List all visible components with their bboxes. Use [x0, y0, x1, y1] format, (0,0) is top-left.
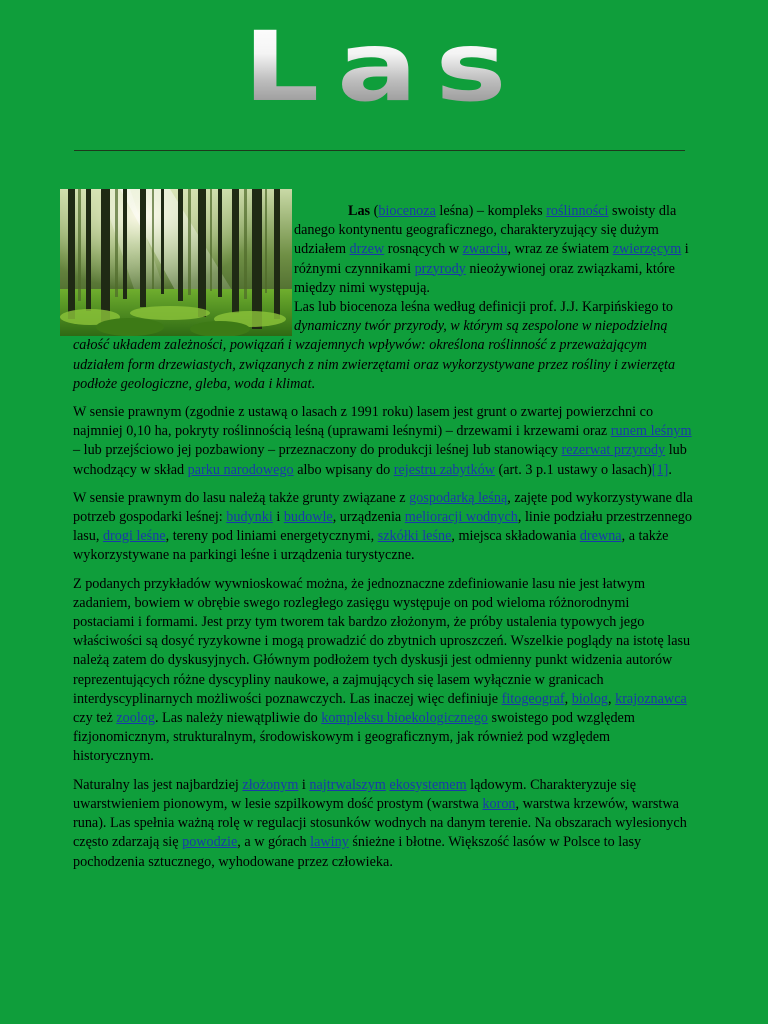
- text-fragment: czy też: [73, 710, 117, 727]
- legal-grounds-paragraph: [73, 489, 693, 566]
- text-fragment: ,: [608, 690, 616, 707]
- link-zlozonym[interactable]: złożonym: [242, 776, 299, 793]
- page-title: Las: [243, 11, 525, 123]
- text-fragment: (art. 3 p.1 ustawy o lasach): [494, 461, 652, 478]
- link-roslinnosci[interactable]: roślinności: [546, 203, 609, 219]
- text-fragment: . Las należy niewątpliwie do: [154, 710, 322, 727]
- title-banner: [0, 11, 768, 123]
- link-drogi-lesne[interactable]: drogi leśne: [102, 528, 166, 545]
- link-krajoznawca[interactable]: krajoznawca: [615, 690, 687, 707]
- link-najtrwalszym[interactable]: najtrwalszym: [309, 776, 386, 793]
- text-fragment: rosnących w: [384, 241, 463, 258]
- text-fragment: (: [373, 203, 379, 219]
- link-zoolog[interactable]: zoolog: [116, 710, 155, 727]
- text-fragment: .: [311, 375, 315, 392]
- link-rezerwat-przyrody[interactable]: rezerwat przyrody: [561, 442, 666, 459]
- link-runem-lesnym[interactable]: runem leśnym: [610, 423, 692, 440]
- text-fragment: swoistego pod względem fizjonomicznym, strukturalnym, środowiskowym i geograficznym, jak również pod względem historycznym.: [73, 710, 635, 765]
- link-rejestru-zabytkow[interactable]: rejestru zabytków: [393, 461, 495, 478]
- text-fragment: – lub przejściowo jej pozbawiony – przeznaczony do produkcji leśnej lub stanowiący: [73, 442, 562, 459]
- forest-photo: [60, 189, 292, 336]
- link-kompleksu-bioekologicznego[interactable]: kompleksu bioekologicznego: [321, 710, 488, 727]
- text-fragment: , warstwa krzewów, warstwa runa). Las spełnia ważną rolę w regulacji stosunków wodnych na danym terenie. Na obszarach wylesionych często zdarzają się: [73, 795, 687, 851]
- link-drzew[interactable]: drzew: [349, 241, 385, 258]
- text-fragment: lub wchodzący w skład: [73, 442, 687, 478]
- text-fragment: , urządzenia: [332, 509, 405, 526]
- link-biocenoza[interactable]: biocenoza: [378, 203, 436, 219]
- text-fragment: , a także wykorzystywane na parkingi leśne i urządzenia turystyczne.: [73, 528, 669, 564]
- link-szkolki-lesne[interactable]: szkółki leśne: [377, 528, 452, 545]
- link-koron[interactable]: koron: [482, 795, 516, 812]
- link-gospodarka-lesna[interactable]: gospodarką leśną: [409, 489, 508, 506]
- term-las: Las: [348, 203, 371, 219]
- text-fragment: nieożywionej oraz związkami, które między nimi występują.: [294, 260, 675, 296]
- text-fragment: , wraz ze światem: [507, 241, 613, 258]
- link-ekosystemem[interactable]: ekosystemem: [389, 776, 467, 793]
- text-fragment: i różnymi czynnikami: [294, 241, 689, 277]
- text-fragment: śnieżne i błotne. Większość lasów w Polsce to lasy pochodzenia sztucznego, wyhodowane przez człowieka.: [73, 834, 642, 870]
- text-fragment: , miejsca składowania: [451, 528, 580, 545]
- link-przyrody[interactable]: przyrody: [414, 260, 466, 277]
- text-fragment: swoisty dla danego kontynentu geograficznego, charakteryzujący się dużym udziałem: [294, 203, 677, 258]
- text-fragment: W sensie prawnym do lasu należą także grunty związane z: [73, 489, 410, 506]
- definition-difficulty-paragraph: [73, 575, 693, 767]
- link-drewna[interactable]: drewna: [579, 528, 622, 545]
- text-fragment: W sensie prawnym (zgodnie z ustawą o lasach z 1991 roku) lasem jest grunt o zwartej powierzchni co najmniej 0,10 ha, pokryty roślinnością leśną (uprawami leśnymi) – drzewami i krzewami oraz: [73, 404, 654, 440]
- link-parku-narodowego[interactable]: parku narodowego: [187, 461, 294, 478]
- horizontal-rule: [74, 150, 685, 151]
- text-fragment: Naturalny las jest najbardziej: [73, 776, 243, 793]
- definition-lead: Las lub biocenoza leśna według definicji prof. J.J. Karpińskiego to: [294, 299, 674, 316]
- text-fragment: .: [668, 461, 672, 478]
- link-melioracji-wodnych[interactable]: melioracji wodnych: [404, 509, 518, 526]
- text-fragment: leśna) – kompleks: [435, 203, 547, 219]
- link-zwarciu[interactable]: zwarciu: [462, 241, 508, 258]
- text-fragment: , tereny pod liniami energetycznymi,: [165, 528, 378, 545]
- ecosystem-paragraph: [73, 776, 693, 872]
- text-fragment: i: [272, 509, 284, 526]
- link-reference-1[interactable]: [1]: [651, 461, 669, 478]
- text-fragment: ,: [564, 690, 572, 707]
- text-fragment: , linie podziału przestrzennego lasu,: [73, 509, 692, 545]
- link-budynki[interactable]: budynki: [226, 509, 273, 526]
- definition-quote: dynamiczny twór przyrody, w którym są zespolone w niepodzielną całość układem zależności, powiązań i wzajemnych wpływów: określona roślinność z przeważającym udziałem form drzewiastych, związanych z nim zwierzętami oraz wykorzystywane przez rośliny i zwierzęta podłoże geologiczne, gleba, woda i klimat: [73, 318, 676, 392]
- article-body: [73, 202, 693, 881]
- link-lawiny[interactable]: lawiny: [310, 834, 349, 851]
- link-powodzie[interactable]: powodzie: [182, 834, 238, 851]
- text-fragment: Z podanych przykładów wywnioskować można, że jednoznaczne zdefiniowanie lasu nie jest łatwym zadaniem, bowiem w obrębie swego rozległego zasięgu występuje on pod wieloma różnorodnymi postaciami i formami. Jest przy tym tworem tak bardzo złożonym, że próby ustalenia typowych jego właściwości są dosyć ryzykowne i mogą prowadzić do zbytnich uproszczeń. Wszelkie poglądy na istotę lasu należą zatem do dyskusyjnych. Głównym podłożem tych dyskusji jest odmienny punkt widzenia autorów reprezentujących różne dyscypliny naukowe, a zajmujących się lasem wyłącznie w granicach interdyscyplinarnych możliwości poznawczych. Las inaczej więc definiuje: [73, 575, 691, 707]
- link-budowle[interactable]: budowle: [283, 509, 333, 526]
- text-fragment: albo wpisany do: [293, 461, 394, 478]
- text-fragment: , zajęte pod wykorzystywane dla potrzeb gospodarki leśnej:: [73, 489, 693, 526]
- link-biolog[interactable]: biolog: [571, 690, 609, 707]
- text-fragment: , a w górach: [237, 834, 311, 851]
- link-fitogeograf[interactable]: fitogeograf: [501, 690, 565, 707]
- link-zwierzecym[interactable]: zwierzęcym: [612, 241, 682, 258]
- legal-definition-paragraph: [73, 403, 693, 480]
- text-fragment: i: [298, 776, 310, 793]
- text-fragment: lądowym. Charakteryzuje się uwarstwieniem pionowym, w lesie szpilkowym dość prostym (warstwa: [73, 776, 637, 812]
